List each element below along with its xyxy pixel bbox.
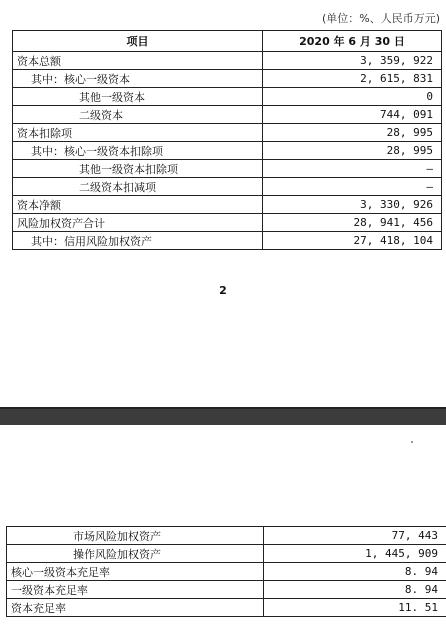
table-row xyxy=(13,142,442,160)
row-value: 11. 51 xyxy=(264,599,446,617)
row-value: 3, 330, 926 xyxy=(263,196,442,214)
table-row xyxy=(13,52,442,70)
page-number: 2 xyxy=(219,284,227,297)
row-value: 2, 615, 831 xyxy=(263,70,442,88)
row-label: 其中：核心一级资本扣除项 xyxy=(13,142,263,160)
table-body-top xyxy=(13,52,442,250)
capital-table-bottom xyxy=(6,526,446,617)
row-label: 核心一级资本充足率 xyxy=(7,563,264,581)
row-value: 8. 94 xyxy=(264,563,446,581)
row-value: 744, 091 xyxy=(263,106,442,124)
row-value: 28, 995 xyxy=(263,142,442,160)
scan-speck xyxy=(411,441,413,443)
row-label: 操作风险加权资产 xyxy=(7,545,264,563)
row-label: 其中：信用风险加权资产 xyxy=(13,232,263,250)
row-label: 其他一级资本扣除项 xyxy=(13,160,263,178)
row-value: 8. 94 xyxy=(264,581,446,599)
row-value: – xyxy=(263,160,442,178)
row-label: 其中：核心一级资本 xyxy=(13,70,263,88)
table-row xyxy=(13,232,442,250)
table-row xyxy=(13,124,442,142)
row-label: 一级资本充足率 xyxy=(7,581,264,599)
table-row xyxy=(7,563,446,581)
row-label: 资本充足率 xyxy=(7,599,264,617)
row-value: – xyxy=(263,178,442,196)
table-row xyxy=(13,214,442,232)
row-value: 0 xyxy=(263,88,442,106)
table-row xyxy=(13,106,442,124)
row-label: 资本总额 xyxy=(13,52,263,70)
row-label: 市场风险加权资产 xyxy=(7,527,264,545)
table-row xyxy=(7,581,446,599)
row-value: 28, 995 xyxy=(263,124,442,142)
table-row xyxy=(13,196,442,214)
table-header-row xyxy=(13,31,442,52)
table-row xyxy=(7,599,446,617)
row-label: 风险加权资产合计 xyxy=(13,214,263,232)
table-row xyxy=(13,160,442,178)
table-body-bottom xyxy=(7,527,446,617)
table-row xyxy=(13,70,442,88)
row-value: 3, 359, 922 xyxy=(263,52,442,70)
table-row xyxy=(13,178,442,196)
row-label: 其他一级资本 xyxy=(13,88,263,106)
row-label: 资本扣除项 xyxy=(13,124,263,142)
table-row xyxy=(13,88,442,106)
unit-note: (单位：%、人民币万元) xyxy=(321,12,440,25)
row-label: 资本净额 xyxy=(13,196,263,214)
header-item: 项目 xyxy=(13,31,263,52)
capital-table-top xyxy=(12,30,442,250)
table-row xyxy=(7,545,446,563)
row-value: 28, 941, 456 xyxy=(263,214,442,232)
row-label: 二级资本扣减项 xyxy=(13,178,263,196)
header-date: 2020 年 6 月 30 日 xyxy=(263,31,442,52)
row-value: 27, 418, 104 xyxy=(263,232,442,250)
page-divider-band xyxy=(0,407,446,425)
table-row xyxy=(7,527,446,545)
row-label: 二级资本 xyxy=(13,106,263,124)
row-value: 77, 443 xyxy=(264,527,446,545)
row-value: 1, 445, 909 xyxy=(264,545,446,563)
